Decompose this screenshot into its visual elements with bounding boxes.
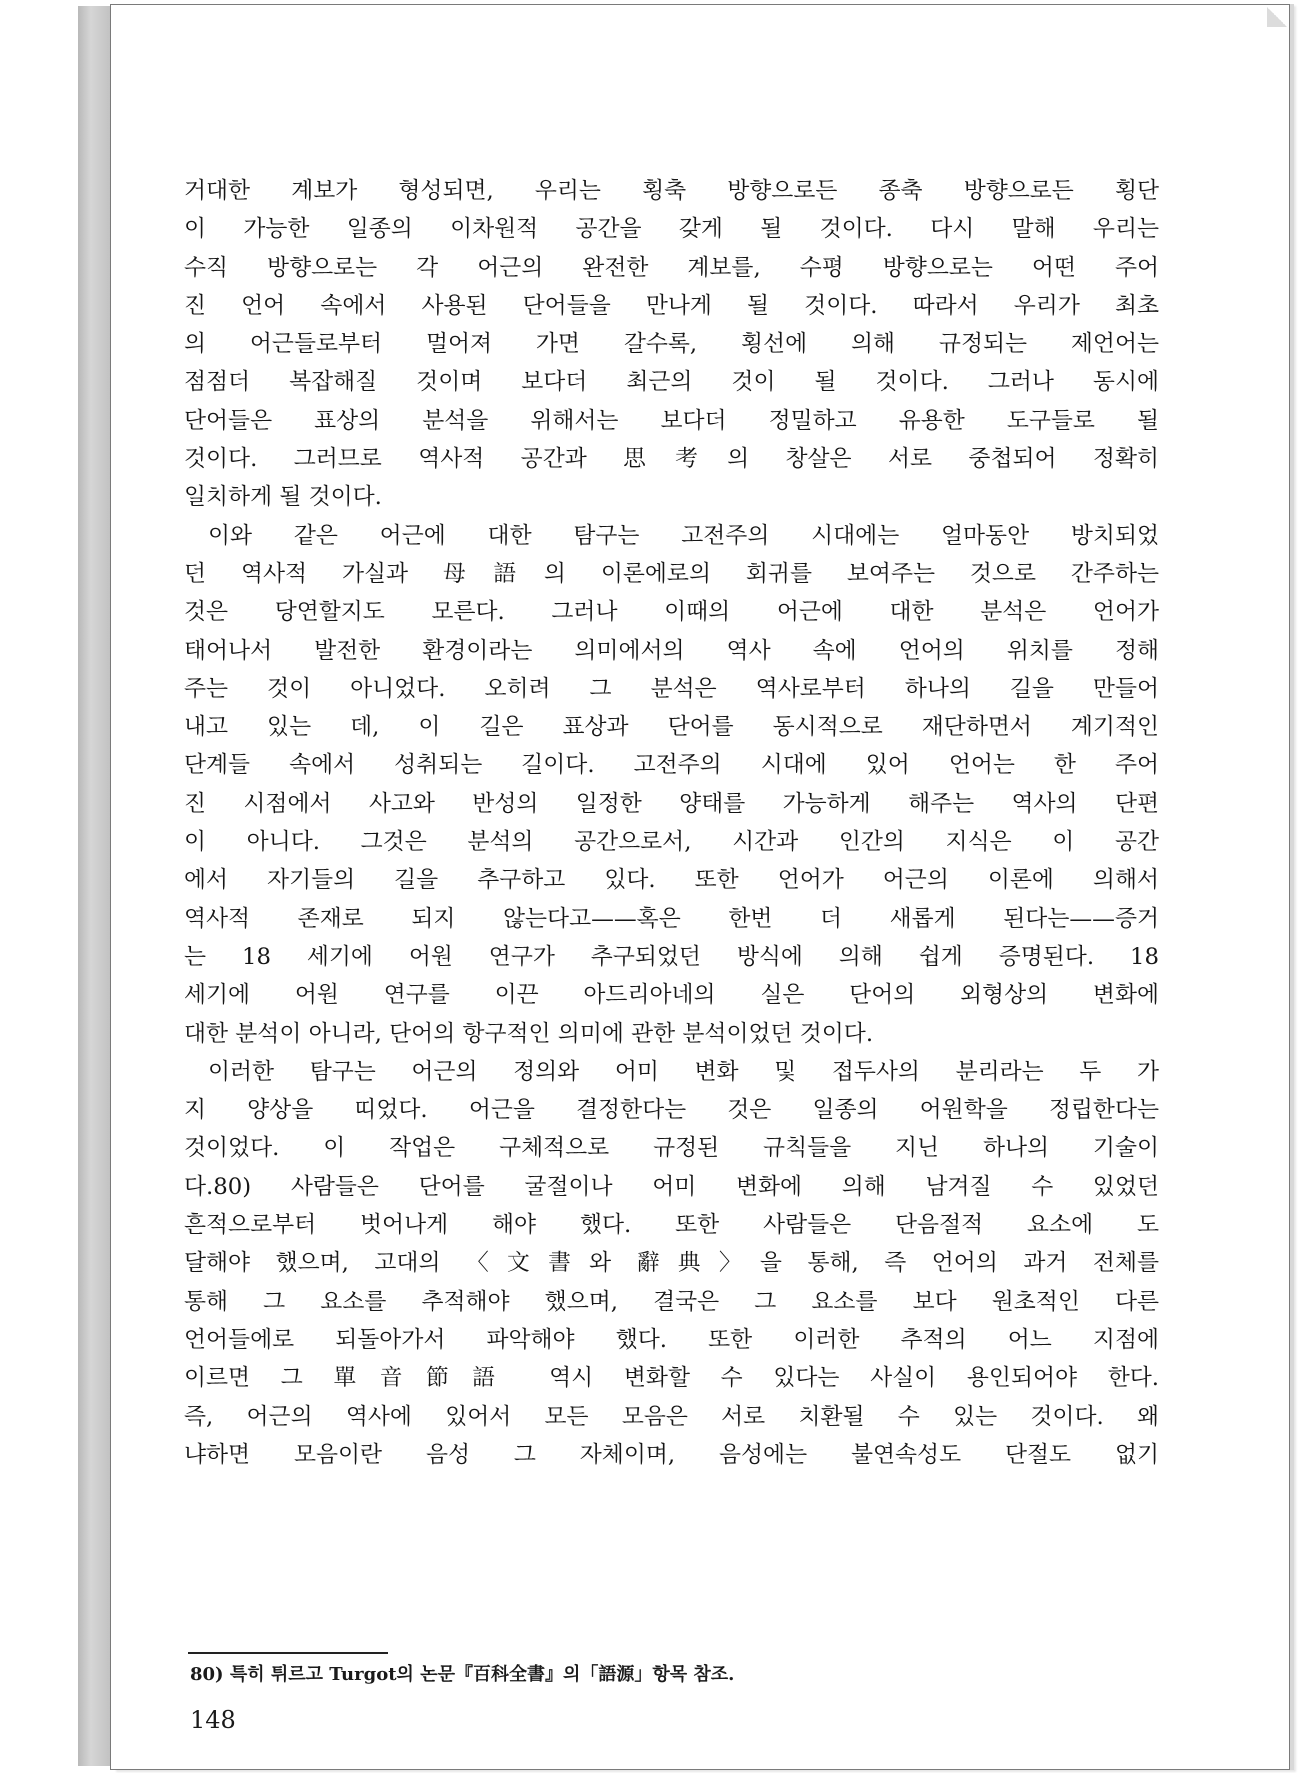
footnote: 80) 특히 튀르고 Turgot의 논문『百科全書』의「語源」항목 참조. <box>190 1664 735 1685</box>
text-line: 태어나서 발전한 환경이라는 의미에서의 역사 속에 언어의 위치를 정해 <box>184 637 1159 664</box>
page-body-text <box>184 172 1159 1474</box>
text-line: 일치하게 될 것이다. <box>184 484 382 511</box>
text-line: 에서 자기들의 길을 추구하고 있다. 또한 언어가 어근의 이론에 의해서 <box>184 867 1159 894</box>
text-line: 냐하면 모음이란 음성 그 자체이며, 음성에는 불연속성도 단절도 없기 <box>184 1441 1159 1468</box>
text-line: 진 언어 속에서 사용된 단어들을 만나게 될 것이다. 따라서 우리가 최초 <box>184 292 1159 319</box>
text-line: 이와 같은 어근에 대한 탐구는 고전주의 시대에는 얼마동안 방치되었 <box>208 522 1159 549</box>
text-line: 달해야 했으며, 고대의 〈文書와 辭典〉을 통해, 즉 언어의 과거 전체를 <box>184 1250 1159 1277</box>
text-line: 이러한 탐구는 어근의 정의와 어미 변화 및 접두사의 분리라는 두 가 <box>208 1058 1159 1085</box>
text-line: 통해 그 요소를 추적해야 했으며, 결국은 그 요소를 보다 원초적인 다른 <box>184 1288 1159 1315</box>
text-line: 진 시점에서 사고와 반성의 일정한 양태를 가능하게 해주는 역사의 단편 <box>184 790 1159 817</box>
text-line: 단어들은 표상의 분석을 위해서는 보다더 정밀하고 유용한 도구들로 될 <box>184 407 1159 434</box>
text-line: 즉, 어근의 역사에 있어서 모든 모음은 서로 치환될 수 있는 것이다. 왜 <box>184 1403 1159 1430</box>
text-line: 것이었다. 이 작업은 구체적으로 규정된 규칙들을 지닌 하나의 기술이 <box>184 1135 1159 1162</box>
text-line: 수직 방향으로는 각 어근의 완전한 계보를, 수평 방향으로는 어떤 주어 <box>184 254 1159 281</box>
text-line: 점점더 복잡해질 것이며 보다더 최근의 것이 될 것이다. 그러나 동시에 <box>184 369 1159 396</box>
text-line: 것이다. 그러므로 역사적 공간과 思考의 창살은 서로 중첩되어 정확히 <box>184 446 1159 473</box>
text-line: 역사적 존재로 되지 않는다고——혹은 한번 더 새롭게 된다는——증거 <box>184 905 1159 932</box>
text-line: 는 18 세기에 어원 연구가 추구되었던 방식에 의해 쉽게 증명된다. 18 <box>184 943 1159 970</box>
text-line: 의 어근들로부터 멀어져 가면 갈수록, 횡선에 의해 규정되는 제언어는 <box>184 331 1159 358</box>
book-spine <box>78 6 111 1766</box>
text-line: 내고 있는 데, 이 길은 표상과 단어를 동시적으로 재단하면서 계기적인 <box>184 714 1159 741</box>
text-line: 대한 분석이 아니라, 단어의 항구적인 의미에 관한 분석이었던 것이다. <box>184 1020 874 1047</box>
text-line: 주는 것이 아니었다. 오히려 그 분석은 역사로부터 하나의 길을 만들어 <box>184 675 1159 702</box>
text-line: 세기에 어원 연구를 이끈 아드리아네의 실은 단어의 외형상의 변화에 <box>184 982 1159 1009</box>
page-number: 148 <box>190 1706 236 1734</box>
page-corner <box>1267 7 1287 27</box>
text-line: 이르면 그 單音節語 역시 변화할 수 있다는 사실이 용인되어야 한다. <box>184 1365 1159 1392</box>
text-line: 거대한 계보가 형성되면, 우리는 횡축 방향으로든 종축 방향으로든 횡단 <box>184 178 1159 204</box>
text-line: 지 양상을 띠었다. 어근을 결정한다는 것은 일종의 어원학을 정립한다는 <box>184 1097 1159 1124</box>
text-line: 이 가능한 일종의 이차원적 공간을 갖게 될 것이다. 다시 말해 우리는 <box>184 216 1159 243</box>
text-line: 다.80) 사람들은 단어를 굴절이나 어미 변화에 의해 남겨질 수 있었던 <box>184 1173 1159 1200</box>
text-line: 단계들 속에서 성취되는 길이다. 고전주의 시대에 있어 언어는 한 주어 <box>184 752 1159 779</box>
text-line: 던 역사적 가실과 母語의 이론에로의 회귀를 보여주는 것으로 간주하는 <box>184 560 1159 587</box>
footnote-divider <box>188 1652 388 1654</box>
text-line: 것은 당연할지도 모른다. 그러나 이때의 어근에 대한 분석은 언어가 <box>184 599 1159 626</box>
text-line: 이 아니다. 그것은 분석의 공간으로서, 시간과 인간의 지식은 이 공간 <box>184 829 1159 856</box>
text-line: 언어들에로 되돌아가서 파악해야 했다. 또한 이러한 추적의 어느 지점에 <box>184 1326 1159 1353</box>
text-line: 흔적으로부터 벗어나게 해야 했다. 또한 사람들은 단음절적 요소에 도 <box>184 1212 1159 1239</box>
